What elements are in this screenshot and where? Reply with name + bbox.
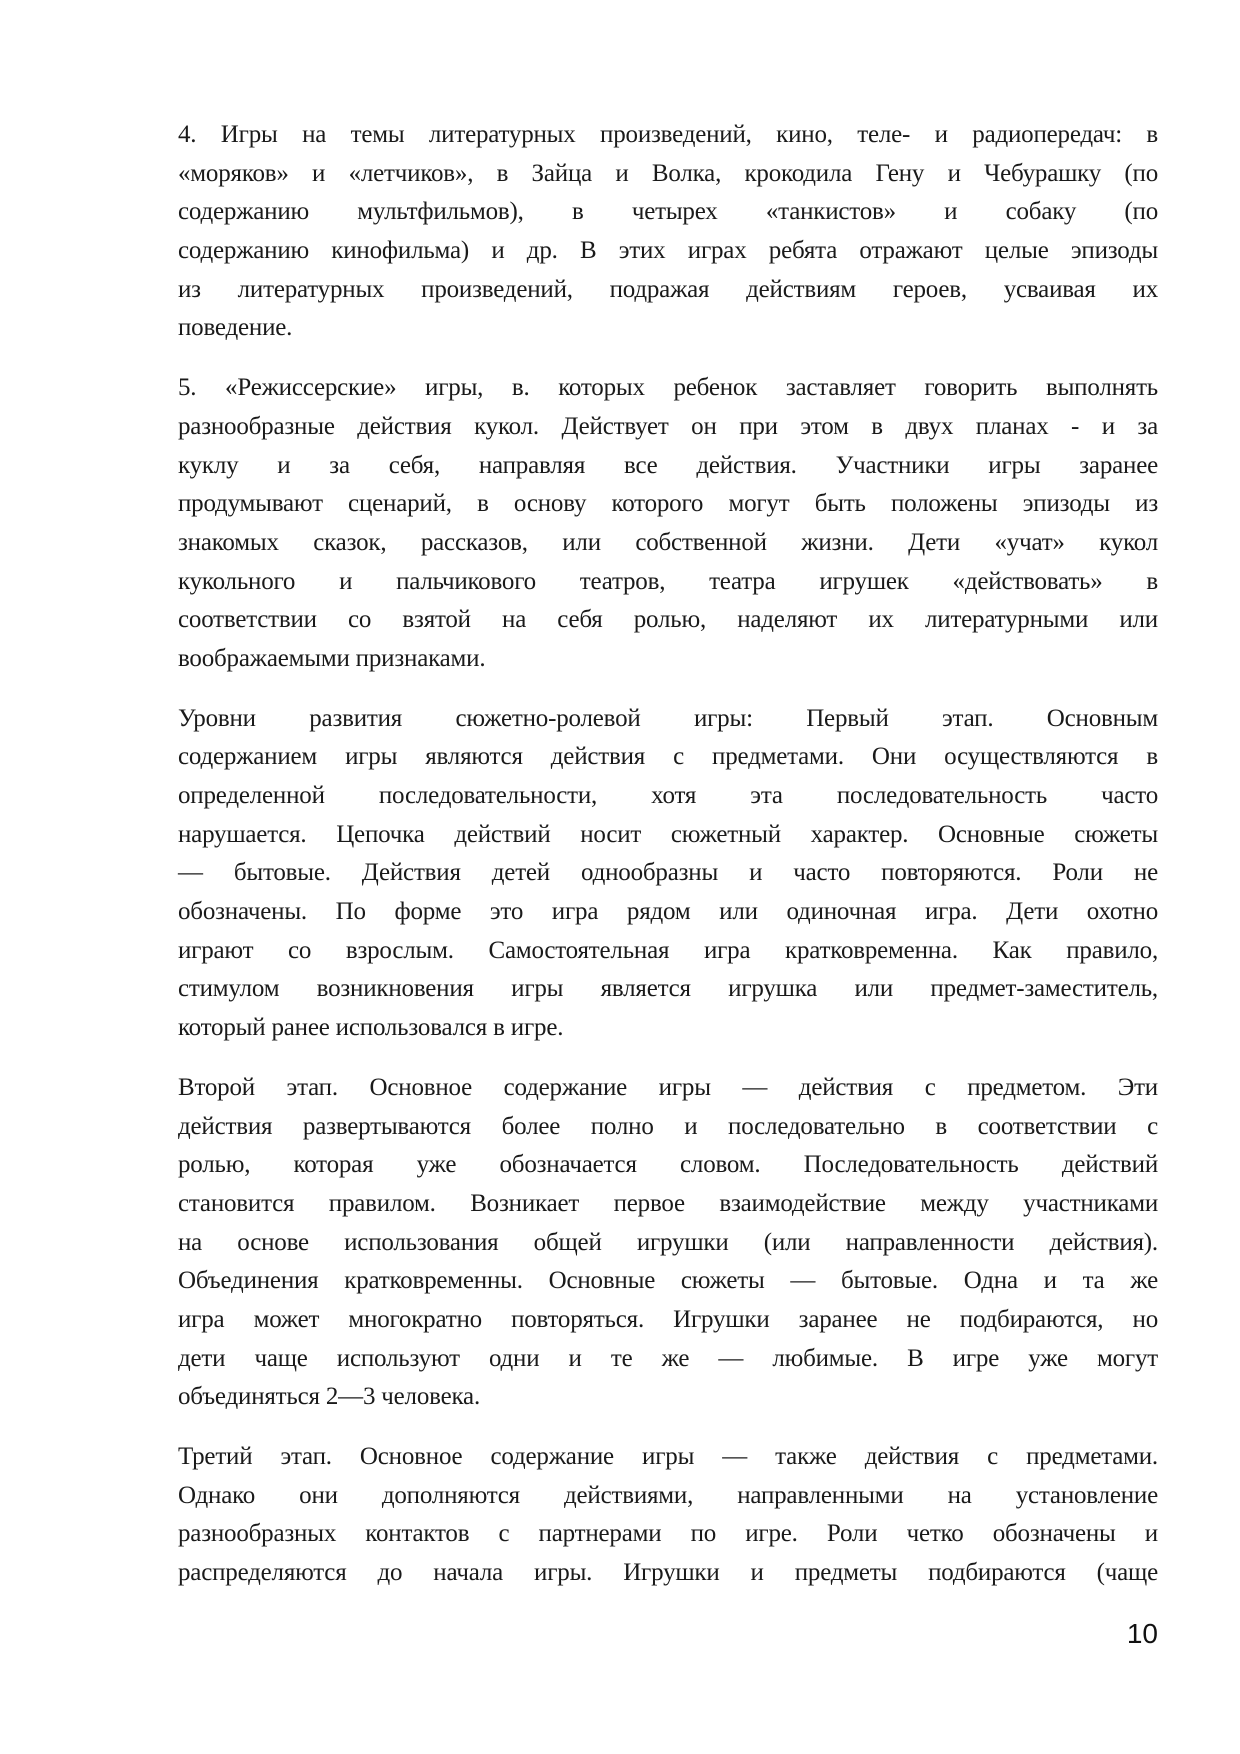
page-number: 10 [1126, 1618, 1158, 1649]
text-line: содержанию кинофильма) и др. В этих играх ребята отражают целые эпизоды [178, 237, 1158, 265]
text-line: 5. «Режиссерские» игры, в. которых ребенок заставляет говорить выполнять [178, 374, 1158, 402]
text-line: который ранее использовался в игре. [178, 1014, 564, 1042]
paragraph [178, 1069, 1158, 1417]
text-line: знакомых сказок, рассказов, или собственной жизни. Дети «учат» кукол [178, 528, 1158, 556]
text-line: содержанию мультфильмов), в четырех «танкистов» и собаку (по [178, 198, 1158, 226]
text-line: куклу и за себя, направляя все действия. Участники игры заранее [178, 451, 1158, 479]
text-line: продумывают сценарий, в основу которого могут быть положены эпизоды из [178, 490, 1158, 518]
text-line: — бытовые. Действия детей однообразны и часто повторяются. Роли не [178, 859, 1158, 887]
text-line: разнообразных контактов с партнерами по игре. Роли четко обозначены и [178, 1520, 1158, 1548]
text-line: ролью, которая уже обозначается словом. Последовательность действий [178, 1151, 1158, 1179]
text-line: на основе использования общей игрушки (или направленности действия). [178, 1228, 1158, 1256]
text-line: распределяются до начала игры. Игрушки и предметы подбираются (чаще [178, 1559, 1158, 1587]
text-line: Объединения кратковременны. Основные сюжеты — бытовые. Одна и та же [178, 1267, 1158, 1295]
text-line: объединяться 2—3 человека. [178, 1383, 481, 1411]
text-line: 4. Игры на темы литературных произведений, кино, теле- и радиопередач: в [178, 121, 1158, 148]
text-line: Однако они дополняются действиями, направленными на установление [178, 1481, 1158, 1509]
text-line: из литературных произведений, подражая действиям героев, усваивая их [178, 275, 1158, 303]
paragraph [178, 700, 1158, 1048]
text-line: Третий этап. Основное содержание игры — также действия с предметами. [178, 1443, 1158, 1470]
text-line: воображаемыми признаками. [178, 644, 486, 672]
text-line: разнообразные действия кукол. Действует он при этом в двух планах - и за [178, 412, 1158, 440]
text-line: Уровни развития сюжетно-ролевой игры: Первый этап. Основным [178, 704, 1158, 732]
text-line: дети чаще используют одни и те же — любимые. В игре уже могут [178, 1344, 1158, 1372]
text-line: Второй этап. Основное содержание игры — действия с предметом. Эти [178, 1073, 1158, 1101]
text-line: обозначены. По форме это игра рядом или одиночная игра. Дети охотно [178, 898, 1158, 926]
text-line: действия развертываются более полно и последовательно в соответствии с [178, 1112, 1158, 1140]
text-line: определенной последовательности, хотя эта последовательность часто [178, 782, 1158, 809]
text-line: содержанием игры являются действия с предметами. Они осуществляются в [178, 743, 1158, 771]
text-line: нарушается. Цепочка действий носит сюжетный характер. Основные сюжеты [178, 820, 1158, 848]
text-line: стимулом возникновения игры является игрушка или предмет-заместитель, [178, 975, 1158, 1003]
text-line: становится правилом. Возникает первое взаимодействие между участниками [178, 1189, 1158, 1217]
text-line: «моряков» и «летчиков», в Зайца и Волка, крокодила Гену и Чебурашку (по [178, 159, 1158, 187]
text-line: кукольного и пальчикового театров, театра игрушек «действовать» в [178, 567, 1158, 595]
paragraph [178, 116, 1158, 348]
text-line: поведение. [178, 314, 293, 342]
text-line: игра может многократно повторяться. Игрушки заранее не подбираются, но [178, 1305, 1158, 1333]
text-line: играют со взрослым. Самостоятельная игра кратковременна. Как правило, [178, 936, 1158, 964]
page-body [178, 116, 1158, 1614]
paragraph [178, 369, 1158, 679]
text-line: соответствии со взятой на себя ролью, наделяют их литературными или [178, 606, 1158, 634]
paragraph [178, 1438, 1158, 1593]
